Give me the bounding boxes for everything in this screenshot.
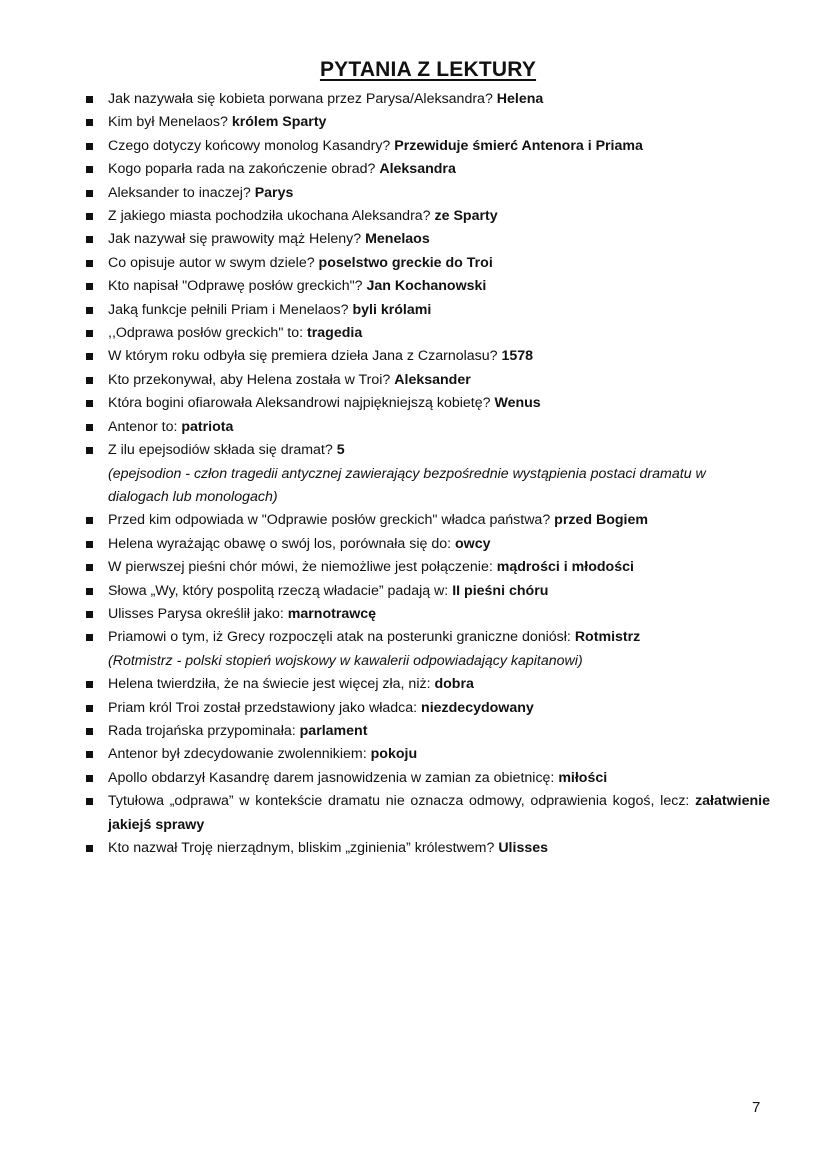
- answer-text: poselstwo greckie do Troi: [318, 254, 493, 271]
- square-bullet-icon: [86, 564, 93, 571]
- list-item: [84, 275, 770, 298]
- list-item: [84, 111, 770, 134]
- square-bullet-icon: [86, 845, 93, 852]
- square-bullet-icon: [86, 96, 93, 103]
- answer-text: patriota: [181, 418, 234, 435]
- square-bullet-icon: [86, 236, 93, 243]
- answer-text: byli królami: [352, 301, 432, 318]
- question-text: Jak nazywała się kobieta porwana przez Parysa/Aleksandra?: [108, 91, 497, 107]
- answer-text: przed Bogiem: [554, 512, 648, 529]
- list-item: [84, 837, 770, 860]
- square-bullet-icon: [86, 517, 93, 524]
- page-number: 7: [752, 1099, 761, 1116]
- list-item: [84, 299, 770, 322]
- answer-text: niezdecydowany: [421, 699, 534, 716]
- question-text: Priamowi o tym, iż Grecy rozpoczęli atak na posterunki graniczne doniósł:: [108, 629, 575, 646]
- question-text: Co opisuje autor w swym dziele?: [108, 254, 319, 271]
- answer-text: Przewiduje śmierć Antenora i Priama: [394, 137, 643, 154]
- square-bullet-icon: [86, 400, 93, 407]
- answer-text: Menelaos: [365, 231, 430, 248]
- list-item: [84, 673, 770, 696]
- square-bullet-icon: [86, 751, 93, 758]
- square-bullet-icon: [86, 447, 93, 454]
- square-bullet-icon: [86, 424, 93, 431]
- square-bullet-icon: [86, 190, 93, 197]
- question-text: Antenor to:: [108, 418, 182, 435]
- question-text: Która bogini ofiarowała Aleksandrowi najpiękniejszą kobietę?: [108, 395, 495, 412]
- answer-text: marnotrawcę: [287, 605, 377, 622]
- square-bullet-icon: [86, 353, 93, 360]
- question-text: Kto przekonywał, aby Helena została w Troi?: [108, 371, 395, 388]
- answer-text: Aleksandra: [379, 161, 456, 178]
- question-text: Helena twierdziła, że na świecie jest więcej zła, niż:: [108, 676, 435, 693]
- square-bullet-icon: [86, 166, 93, 173]
- question-text: Tytułowa „odprawa” w kontekście dramatu nie oznacza odmowy, odprawienia kogoś, lecz:: [108, 793, 696, 810]
- explanatory-note: (epejsodion - człon tragedii antycznej zawierający bezpośrednie wystąpienia postaci dramatu w dialogach lub monologach): [108, 465, 706, 505]
- question-text: Aleksander to inaczej?: [108, 184, 255, 201]
- question-text: Ulisses Parysa określił jako:: [108, 605, 288, 622]
- list-item: [84, 88, 770, 111]
- square-bullet-icon: [86, 798, 93, 805]
- answer-text: dobra: [434, 676, 474, 693]
- list-item: [84, 697, 770, 720]
- square-bullet-icon: [86, 260, 93, 267]
- square-bullet-icon: [86, 728, 93, 735]
- question-text: W którym roku odbyła się premiera dzieła Jana z Czarnolasu?: [108, 348, 502, 365]
- question-text: Rada trojańska przypominała:: [108, 722, 300, 739]
- list-item: [84, 345, 770, 368]
- square-bullet-icon: [86, 283, 93, 290]
- question-text: Jak nazywał się prawowity mąż Heleny?: [108, 231, 366, 248]
- answer-text: parlament: [299, 722, 368, 739]
- list-item: [84, 580, 770, 603]
- answer-text: 1578: [501, 348, 534, 365]
- question-text: Kim był Menelaos?: [108, 114, 232, 131]
- question-text: Przed kim odpowiada w "Odprawie posłów greckich" władca państwa?: [108, 512, 555, 529]
- question-text: Z jakiego miasta pochodziła ukochana Aleksandra?: [108, 208, 435, 225]
- list-item: [84, 509, 770, 532]
- question-text: Apollo obdarzył Kasandrę darem jasnowidzenia w zamian za obietnicę:: [108, 769, 559, 786]
- square-bullet-icon: [86, 377, 93, 384]
- answer-text: miłości: [558, 769, 608, 786]
- square-bullet-icon: [86, 775, 93, 782]
- list-item: [84, 439, 770, 509]
- question-list: [84, 88, 770, 860]
- question-text: Czego dotyczy końcowy monolog Kasandry?: [108, 137, 395, 154]
- answer-text: Ulisses: [498, 840, 549, 856]
- answer-text: Wenus: [494, 395, 541, 412]
- answer-text: Aleksander: [394, 371, 471, 388]
- list-item: [84, 252, 770, 275]
- square-bullet-icon: [86, 541, 93, 548]
- list-item: [84, 135, 770, 158]
- square-bullet-icon: [86, 330, 93, 337]
- list-item: [84, 228, 770, 251]
- square-bullet-icon: [86, 213, 93, 220]
- list-item: [84, 720, 770, 743]
- question-text: Helena wyrażając obawę o swój los, porównała się do:: [108, 535, 455, 552]
- question-text: Kto napisał "Odprawę posłów greckich"?: [108, 278, 367, 295]
- question-text: Kogo poparła rada na zakończenie obrad?: [108, 161, 380, 178]
- question-text: W pierwszej pieśni chór mówi, że niemożliwe jest połączenie:: [108, 559, 497, 576]
- list-item: [84, 556, 770, 579]
- answer-text: Helena: [496, 91, 544, 107]
- list-item: [84, 392, 770, 415]
- answer-text: królem Sparty: [231, 114, 327, 131]
- list-item: [84, 767, 770, 790]
- page-title: PYTANIA Z LEKTURY: [319, 58, 537, 81]
- answer-text: II pieśni chóru: [452, 582, 549, 599]
- answer-text: pokoju: [370, 746, 418, 763]
- list-item: [84, 416, 770, 439]
- square-bullet-icon: [86, 307, 93, 314]
- square-bullet-icon: [86, 143, 93, 150]
- list-item: [84, 626, 770, 673]
- list-item: [84, 533, 770, 556]
- list-item: [84, 322, 770, 345]
- question-text: Antenor był zdecydowanie zwolennikiem:: [108, 746, 371, 763]
- question-text: Jaką funkcje pełnili Priam i Menelaos?: [108, 301, 353, 318]
- question-text: ,,Odprawa posłów greckich" to:: [108, 325, 308, 342]
- square-bullet-icon: [86, 611, 93, 618]
- answer-text: załatwienie jakiejś sprawy: [108, 793, 770, 833]
- question-text: Kto nazwał Troję nierządnym, bliskim „zginienia” królestwem?: [108, 840, 499, 856]
- square-bullet-icon: [86, 588, 93, 595]
- answer-text: tragedia: [307, 325, 363, 342]
- square-bullet-icon: [86, 681, 93, 688]
- list-item: [84, 205, 770, 228]
- answer-text: ze Sparty: [434, 208, 498, 225]
- question-text: Z ilu epejsodiów składa się dramat?: [108, 442, 337, 459]
- question-text: Priam król Troi został przedstawiony jako władca:: [108, 699, 422, 716]
- list-item: [84, 743, 770, 766]
- answer-text: 5: [336, 442, 345, 459]
- answer-text: Rotmistrz: [574, 629, 641, 646]
- list-item: [84, 158, 770, 181]
- list-item: [84, 790, 770, 837]
- list-item: [84, 369, 770, 392]
- list-item: [84, 182, 770, 205]
- square-bullet-icon: [86, 634, 93, 641]
- answer-text: Parys: [254, 184, 294, 201]
- square-bullet-icon: [86, 119, 93, 126]
- answer-text: Jan Kochanowski: [366, 278, 487, 295]
- square-bullet-icon: [86, 705, 93, 712]
- answer-text: owcy: [455, 535, 491, 552]
- question-text: Słowa „Wy, który pospolitą rzeczą władacie” padają w:: [108, 582, 453, 599]
- answer-text: mądrości i młodości: [496, 559, 634, 576]
- explanatory-note: (Rotmistrz - polski stopień wojskowy w kawalerii odpowiadający kapitanowi): [108, 652, 583, 669]
- list-item: [84, 603, 770, 626]
